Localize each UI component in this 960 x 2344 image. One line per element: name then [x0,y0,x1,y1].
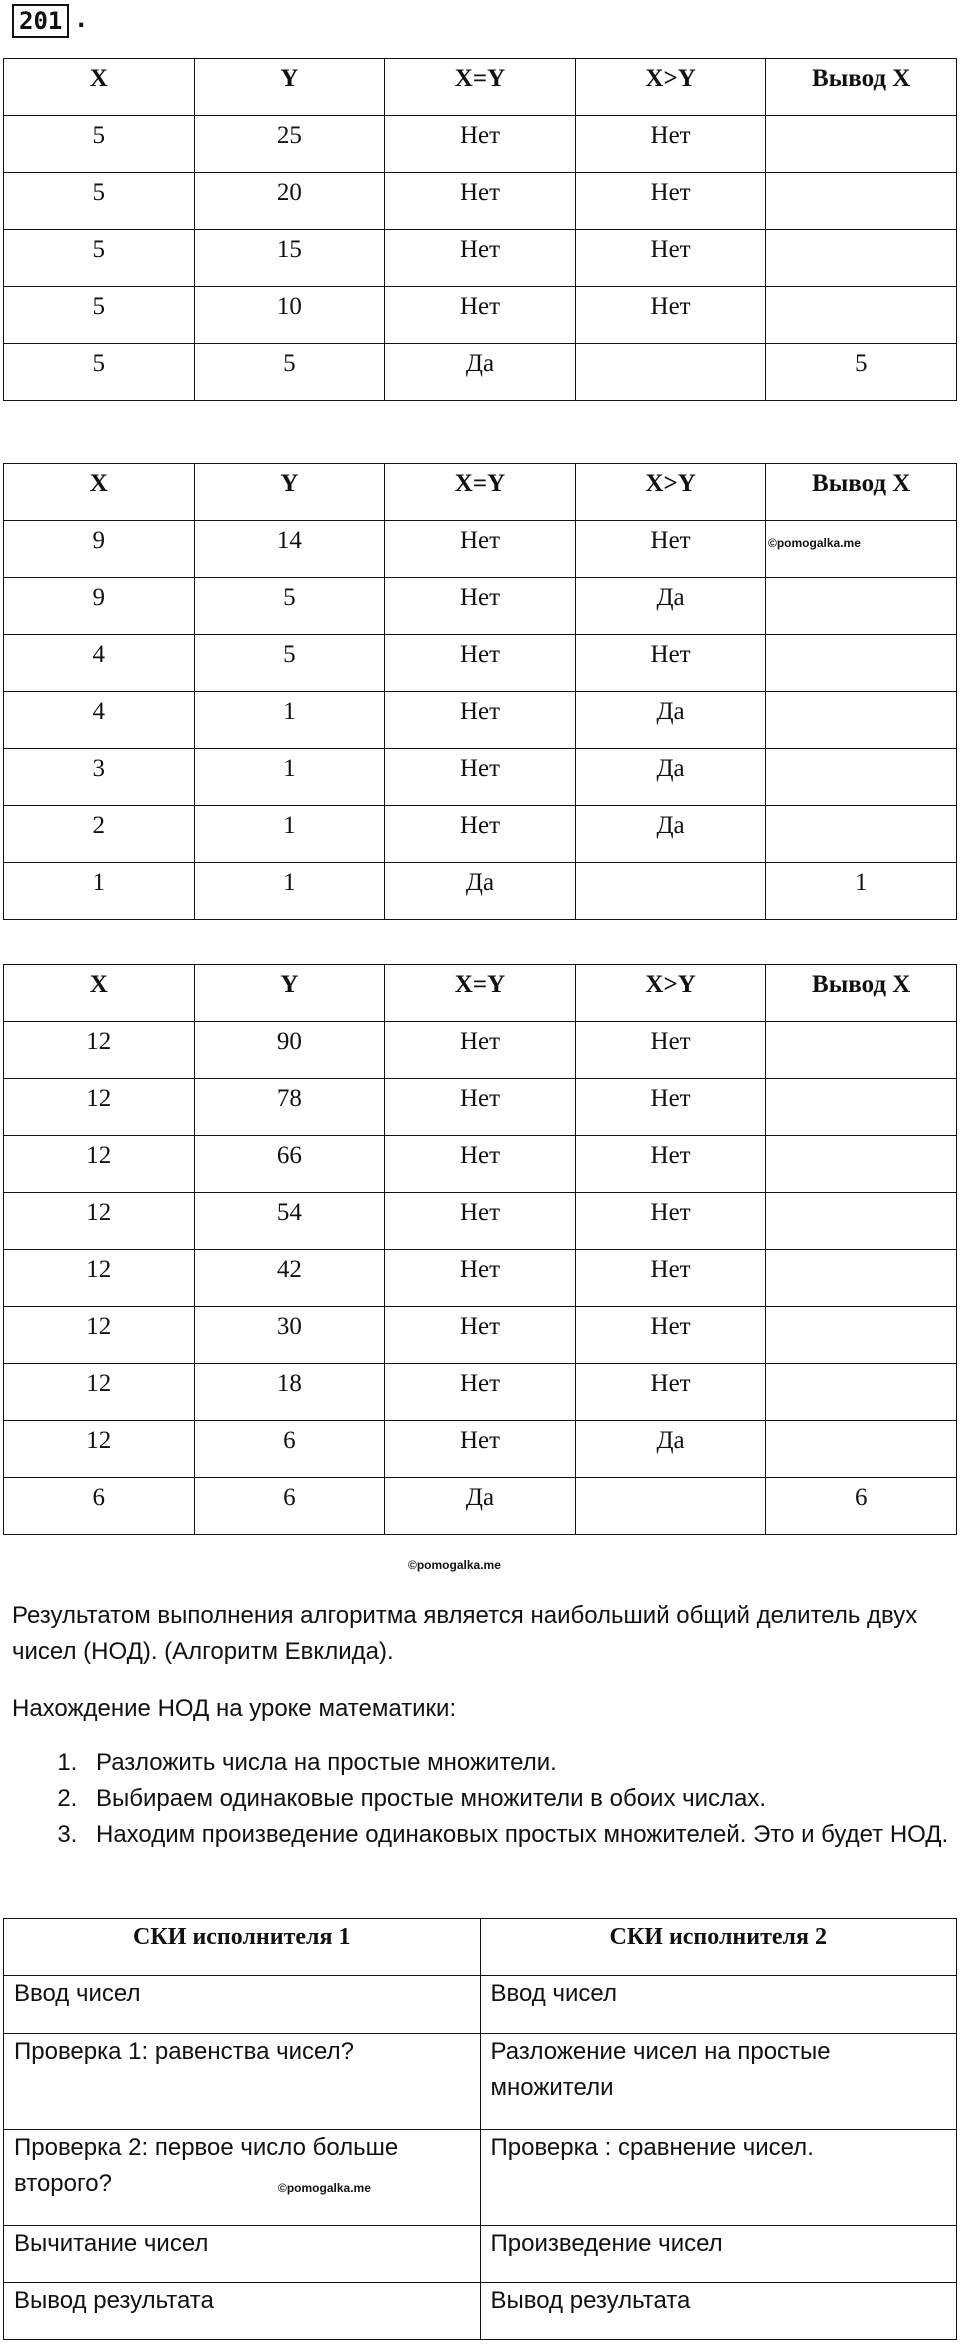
table-row [4,2130,957,2226]
table-cell [766,287,957,344]
table-row [4,1421,957,1478]
table-cell: 12 [4,1421,195,1478]
table-cell: 12 [4,1193,195,1250]
ski-cell: Ввод чисел [480,1976,957,2034]
table-row [4,1193,957,1250]
table-cell: 10 [194,287,385,344]
table-cell: Нет [575,1136,766,1193]
table-cell: Нет [385,287,576,344]
table-cell: 1 [194,863,385,920]
table-row [4,1307,957,1364]
header-y: Y [194,59,385,116]
table-cell: Нет [385,749,576,806]
header-x-gt-y: X>Y [575,59,766,116]
watermark: ©pomogalka.me [768,536,861,550]
table-row [4,2226,957,2283]
table-cell: Нет [385,1193,576,1250]
table-cell: Нет [575,1250,766,1307]
trace-table-2 [3,463,957,920]
table-row [4,2283,957,2340]
table-header-row [4,59,957,116]
table-row [4,287,957,344]
table-row [4,116,957,173]
table-cell [766,1193,957,1250]
table-cell: 4 [4,635,195,692]
table-cell: 66 [194,1136,385,1193]
table-cell: Нет [385,1364,576,1421]
table-cell: 5 [194,635,385,692]
header-y: Y [194,464,385,521]
table-cell: Нет [575,1193,766,1250]
table-cell: 12 [4,1079,195,1136]
table-cell: Нет [385,116,576,173]
table-cell [766,1250,957,1307]
table-cell: Нет [385,1421,576,1478]
table-cell: 90 [194,1022,385,1079]
table-cell [575,1478,766,1535]
steps-list [12,1745,960,1853]
header-x-gt-y: X>Y [575,464,766,521]
table-cell: Нет [575,635,766,692]
table-header-row [4,965,957,1022]
table-cell: Нет [385,806,576,863]
table-cell: 5 [4,287,195,344]
table-row [4,230,957,287]
table-cell: Да [575,1421,766,1478]
table-cell: 6 [194,1478,385,1535]
table-cell [766,806,957,863]
table-cell: Нет [385,635,576,692]
header-output-x: Вывод X [766,59,957,116]
trace-table-body [4,1022,957,1535]
table-cell: Да [575,806,766,863]
table-cell: 5 [194,344,385,401]
list-item: 3. Находим произведение одинаковых простых множителей. Это и будет НОД. [84,1817,960,1853]
watermark: ©pomogalka.me [408,1558,501,1572]
table-cell: 6 [766,1478,957,1535]
table-cell: Нет [385,692,576,749]
table-cell: 42 [194,1250,385,1307]
table-cell: Да [575,749,766,806]
ski-cell: Разложение чисел на простые множители [480,2034,957,2130]
table-cell: Нет [385,230,576,287]
header-ski-executor-2: СКИ исполнителя 2 [480,1919,957,1976]
table-cell: 6 [4,1478,195,1535]
table-cell: Нет [385,1250,576,1307]
trace-table-body [4,116,957,401]
table-row [4,863,957,920]
table-cell: 54 [194,1193,385,1250]
table-cell: 18 [194,1364,385,1421]
header-output-x: Вывод X [766,464,957,521]
table-row [4,749,957,806]
table-cell: 3 [4,749,195,806]
table-cell: Нет [575,287,766,344]
header-x-eq-y: X=Y [385,59,576,116]
trace-table-3 [3,964,957,1535]
table-cell: 1 [194,692,385,749]
table-cell: 4 [4,692,195,749]
table-cell: Нет [575,173,766,230]
table-cell: Да [575,578,766,635]
table-row [4,692,957,749]
task-number-dot: . [74,5,89,33]
table-cell: 1 [194,749,385,806]
table-row [4,1478,957,1535]
table-row [4,635,957,692]
table-cell: Нет [385,1136,576,1193]
table-cell: 12 [4,1250,195,1307]
table-cell: 12 [4,1136,195,1193]
table-row [4,1079,957,1136]
table-row [4,173,957,230]
header-x-eq-y: X=Y [385,965,576,1022]
table-header-row [4,464,957,521]
task-number: 201 [12,4,69,38]
table-cell: Нет [575,1022,766,1079]
table-cell: 5 [194,578,385,635]
table-cell: 25 [194,116,385,173]
table-cell: Нет [575,1307,766,1364]
trace-table-1 [3,58,957,401]
table-cell: Да [385,344,576,401]
ski-cell: Проверка : сравнение чисел. [480,2130,957,2226]
list-item: 2. Выбираем одинаковые простые множители в обоих числах. [84,1781,960,1817]
table-row [4,1250,957,1307]
table-cell [766,1364,957,1421]
ski-cell: Вывод результата [480,2283,957,2340]
table-header-row [4,1919,957,1976]
table-cell: Нет [385,1022,576,1079]
table-cell: 1 [4,863,195,920]
table-cell: Нет [385,173,576,230]
table-cell: 12 [4,1307,195,1364]
ski-comparison-table [3,1918,957,2340]
table-row [4,1022,957,1079]
table-cell [575,344,766,401]
table-cell: 30 [194,1307,385,1364]
table-row [4,806,957,863]
table-cell: 5 [4,230,195,287]
table-row [4,344,957,401]
table-cell: Нет [385,1079,576,1136]
table-cell: 5 [4,173,195,230]
table-cell: 14 [194,521,385,578]
table-cell: Да [575,692,766,749]
table-cell [766,116,957,173]
table-cell [766,692,957,749]
table-cell [766,578,957,635]
table-cell: 1 [766,863,957,920]
table-cell: 6 [194,1421,385,1478]
result-paragraph: Результатом выполнения алгоритма является наибольший общий делитель двух чисел (НОД). (Алгоритм Евклида). [12,1602,918,1665]
table-cell: Да [385,863,576,920]
ski-cell: Произведение чисел [480,2226,957,2283]
table-cell: 9 [4,521,195,578]
table-cell: 5 [766,344,957,401]
header-x-eq-y: X=Y [385,464,576,521]
table-cell [766,1307,957,1364]
table-row [4,1364,957,1421]
table-cell: Нет [575,521,766,578]
table-cell [766,230,957,287]
ski-cell: Ввод чисел [4,1976,481,2034]
table-cell: 1 [194,806,385,863]
table-cell: Нет [385,578,576,635]
table-cell: 78 [194,1079,385,1136]
ski-cell: Вычитание чисел [4,2226,481,2283]
table-cell: Да [385,1478,576,1535]
table-cell [766,1421,957,1478]
header-x: X [4,464,195,521]
table-cell [766,1022,957,1079]
table-cell: Нет [575,230,766,287]
table-cell: 5 [4,116,195,173]
table-cell: 12 [4,1022,195,1079]
table-row [4,1136,957,1193]
table-cell: 15 [194,230,385,287]
ski-cell: Проверка 1: равенства чисел? [4,2034,481,2130]
ski-cell: Проверка 2: первое число больше второго? [4,2130,481,2226]
table-cell [766,749,957,806]
table-cell: 9 [4,578,195,635]
table-cell: 20 [194,173,385,230]
table-row [4,2034,957,2130]
header-output-x: Вывод X [766,965,957,1022]
table-cell [575,863,766,920]
trace-table-body [4,521,957,920]
header-x-gt-y: X>Y [575,965,766,1022]
table-cell: Нет [385,521,576,578]
math-intro-paragraph: Нахождение НОД на уроке математики: [12,1695,457,1722]
table-cell [766,173,957,230]
table-cell: Нет [575,1364,766,1421]
watermark: ©pomogalka.me [278,2181,371,2195]
table-cell: Нет [385,1307,576,1364]
header-x: X [4,965,195,1022]
table-cell: Нет [575,1079,766,1136]
table-cell [766,635,957,692]
list-item: 1. Разложить числа на простые множители. [84,1745,960,1781]
header-y: Y [194,965,385,1022]
header-x: X [4,59,195,116]
table-cell: 2 [4,806,195,863]
table-row [4,1976,957,2034]
header-ski-executor-1: СКИ исполнителя 1 [4,1919,481,1976]
table-cell [766,1136,957,1193]
table-cell: Нет [575,116,766,173]
table-cell: 12 [4,1364,195,1421]
table-row [4,578,957,635]
table-cell [766,1079,957,1136]
table-cell: 5 [4,344,195,401]
ski-cell: Вывод результата [4,2283,481,2340]
